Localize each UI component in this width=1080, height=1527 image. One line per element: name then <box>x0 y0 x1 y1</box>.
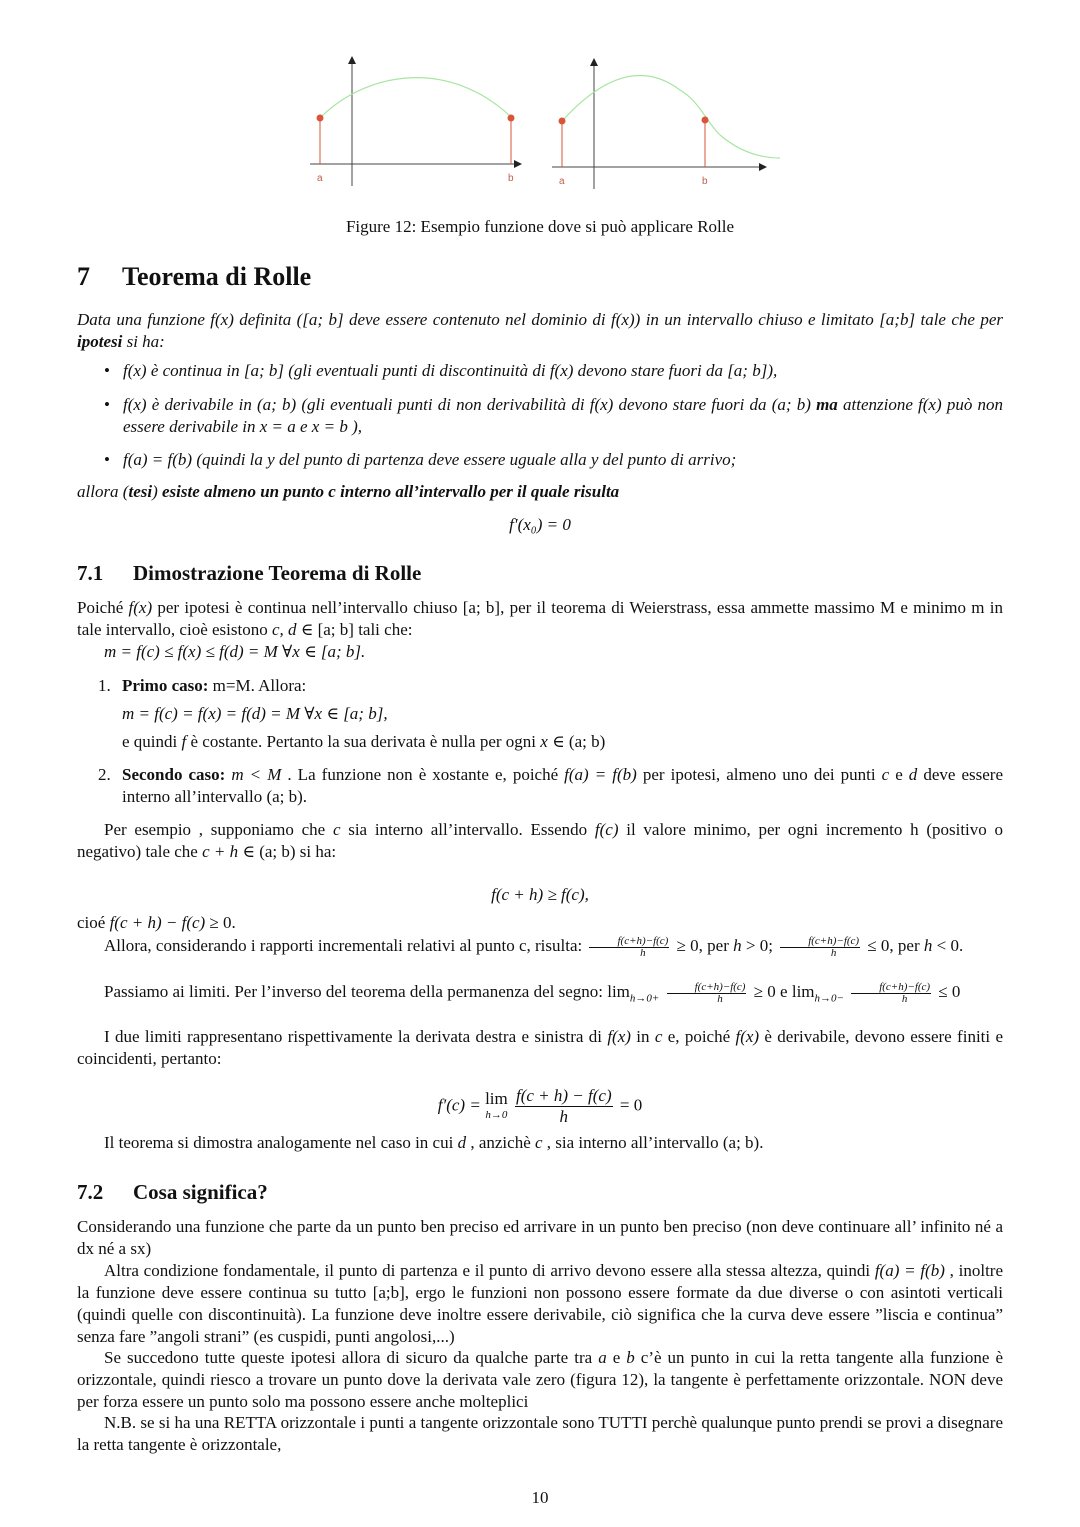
label-a: a <box>317 173 323 184</box>
text-run: per ipotesi è continua nell’intervallo chiuso [a; b], per il teorema di Weierstrass, essa ammette massimo M e minimo m in tale intervallo, cioè esistono <box>77 598 1003 639</box>
text-run: f(x) è continua in [a; b] (gli eventuali punti di discontinuità di f(x) devono stare fuori da [a; b]), <box>123 361 778 380</box>
text-run: c + h <box>202 842 239 861</box>
text-run: , sia interno all’intervallo (a; b). <box>542 1133 764 1152</box>
text-run: f(c) <box>594 820 619 839</box>
text-run: ≤ 0, per <box>863 936 924 955</box>
list-number: 2. <box>98 765 111 784</box>
text-run: d <box>908 765 918 784</box>
subsection-title: Cosa significa? <box>133 1180 268 1204</box>
eq-lhs: f′(c) = <box>437 1095 486 1115</box>
bullet-text <box>123 450 1003 470</box>
text-run: > 0; <box>741 936 778 955</box>
text-run: e <box>889 765 909 784</box>
text-run: f(x) <box>735 1027 760 1046</box>
paragraph <box>77 1216 1003 1260</box>
text-run: f(c + h) − f(c) <box>109 913 206 932</box>
section-title: Teorema di Rolle <box>122 262 312 291</box>
text-run: Passiamo ai limiti. Per l’inverso del teorema della permanenza del segno: lim <box>104 982 630 1001</box>
figure-caption: Figure 12: Esempio funzione dove si può applicare Rolle <box>345 217 735 236</box>
intro-paragraph <box>77 309 1003 353</box>
text-run: f(x) <box>611 310 635 329</box>
text-run: h <box>733 936 742 955</box>
text-run: , inoltre la funzione deve essere continua su tutto [a;b], ergo le funzioni non possono essere formate da due diverse o con asintoti verticali (quindi quelle con discontinuità). La funzione deve inoltre essere derivabile, ciò significa che la curva deve essere ”liscia e continua” senza fare ”angoli strani” (es cuspidi, punti angolosi,...) <box>77 1261 1004 1346</box>
subsection-heading <box>77 1180 268 1205</box>
thesis-paragraph <box>77 481 1003 503</box>
text-run: il valore minimo, per ogni incremento h (positivo o negativo) tale che <box>77 820 1004 861</box>
bullet-item <box>104 450 1003 470</box>
rolle-example-figure <box>300 40 800 200</box>
text-run: e <box>606 1348 627 1367</box>
text-run: f <box>181 732 187 751</box>
text-run: f(a) = f(b) <box>874 1261 945 1280</box>
case-text <box>122 765 1003 806</box>
paragraph <box>77 912 1003 934</box>
paragraph <box>122 731 1003 753</box>
text-run: si ha: <box>122 332 165 351</box>
text-run: ∈ (a; b) <box>547 732 606 751</box>
text-run: x <box>540 732 548 751</box>
case-2 <box>98 764 1003 808</box>
text-run: c <box>534 1133 543 1152</box>
text-run: ≥ 0. <box>205 913 236 932</box>
text-run: f(x) <box>607 1027 631 1046</box>
denominator: h <box>559 1107 569 1126</box>
fraction: $\frac{f(c+h)-f(c)}{h}$ <box>851 982 931 1005</box>
text-run: per ipotesi, almeno uno dei punti <box>636 765 882 784</box>
text-run: definita ([a; b] deve essere contenuto nel dominio di <box>233 310 612 329</box>
text-run: f(x) <box>210 310 234 329</box>
text-run: è derivabile, devono essere finiti e coincidenti, pertanto: <box>77 1027 1003 1068</box>
text-run: m = f(c) = f(x) = f(d) = M ∀x ∈ [a; b], <box>122 704 388 723</box>
thesis-equation: f′(x₀) = 0 <box>509 515 571 534</box>
limit-equation <box>77 1086 1003 1127</box>
right-graph <box>552 60 780 189</box>
text-run: f(a) = f(b) (quindi la y del punto di partenza deve essere uguale alla y del punto di arrivo; <box>123 450 737 469</box>
case-1 <box>98 675 1003 697</box>
bullet-item <box>104 394 1003 438</box>
fraction: $\frac{f(c+h)-f(c)}{h}$ <box>589 936 669 959</box>
equation <box>104 641 1030 663</box>
paragraph <box>77 981 1067 1009</box>
page-number: 10 <box>531 1488 549 1507</box>
text-run: ∈ [a; b] tali che: <box>296 620 413 639</box>
section-number: 7 <box>77 262 90 291</box>
text-run <box>844 982 848 1001</box>
subscript: h→0+ <box>629 992 660 1005</box>
text-run: Poiché <box>77 598 129 617</box>
bullet-text <box>123 394 1003 438</box>
text-run: e quindi <box>122 732 182 751</box>
text-run: a <box>598 1348 607 1367</box>
paragraph <box>77 597 1003 641</box>
text-run: c, d <box>271 620 297 639</box>
text-run: c’è un punto in cui la retta tangente alla funzione è orizzontale, quindi riesco a trovare un punto dove la derivata vale zero (figura 12), la tangente è perfettamente orizzontale. NON deve per forza essere un punto solo ma possono essere anche molteplici <box>77 1348 1003 1411</box>
text-run: ) <box>152 482 163 501</box>
text-run: m = f(c) ≤ f(x) ≤ f(d) = M ∀x ∈ [a; b]. <box>104 642 366 661</box>
text-run: ≥ 0 e lim <box>749 982 815 1001</box>
subscript: h→0− <box>814 992 844 1005</box>
label-b: b <box>702 176 708 187</box>
fraction: $\frac{f(c+h)-f(c)}{h}$ <box>667 982 747 1005</box>
text-run: m=M. Allora: <box>208 676 307 695</box>
point-a <box>559 118 566 125</box>
text-run: I due limiti rappresentano rispettivamente la derivata destra e sinistra di <box>104 1027 608 1046</box>
point-b <box>508 115 515 122</box>
text-run <box>659 982 663 1001</box>
lim: lim <box>485 1088 508 1108</box>
numerator: f(c + h) − f(c) <box>515 1086 612 1105</box>
text-run: < 0. <box>932 936 964 955</box>
text-run: f(x) è derivabile in (a; b) (gli eventuali punti di non derivabilità di f(x) devono stare fuori da (a; b) <box>123 395 817 414</box>
text-run: , anzichè <box>466 1133 535 1152</box>
text-run: tesi <box>128 482 153 501</box>
text-run: cioé <box>77 913 110 932</box>
text-run: f(x) <box>128 598 153 617</box>
equation <box>122 703 1048 725</box>
lim-sub: h→0 <box>485 1108 508 1121</box>
subsection-heading <box>77 561 421 586</box>
equation: f(c + h) ≥ f(c), <box>491 885 589 904</box>
text-run: Primo caso: <box>122 676 209 695</box>
label-b: b <box>508 173 514 184</box>
list-number: 1. <box>98 676 111 695</box>
text-run: c <box>654 1027 663 1046</box>
text-run: esiste almeno un punto c interno all’intervallo per il quale risulta <box>162 482 620 501</box>
text-run: m < M <box>225 765 282 784</box>
text-run: Se succedono tutte queste ipotesi allora di sicuro da qualche parte tra <box>104 1348 599 1367</box>
paragraph <box>77 1260 1003 1348</box>
paragraph <box>77 1412 1003 1456</box>
paragraph <box>77 1347 1003 1413</box>
text-run: attenzione f(x) può non essere derivabile in x = a e x = b ), <box>123 395 1003 436</box>
text-run: d <box>457 1133 467 1152</box>
text-run: Secondo caso: <box>122 765 226 784</box>
text-run: e, poiché <box>662 1027 736 1046</box>
bullet-item <box>104 361 1003 381</box>
fraction: $\frac{f(c+h)-f(c)}{h}$ <box>780 936 860 959</box>
text-run: deve essere interno all’intervallo (a; b). <box>122 765 1003 806</box>
text-run: è costante. Pertanto la sua derivata è nulla per ogni <box>186 732 541 751</box>
text-run: ∈ (a; b) si ha: <box>238 842 337 861</box>
subsection-number: 7.2 <box>77 1180 104 1204</box>
text-run: sia interno all’intervallo. Essendo <box>340 820 595 839</box>
text-run: Il teorema si dimostra analogamente nel caso in cui <box>104 1133 458 1152</box>
case-text <box>122 676 306 695</box>
paragraph <box>77 1132 1003 1154</box>
eq-rhs: = 0 <box>615 1095 643 1115</box>
paragraph <box>77 1026 1003 1070</box>
text-run: Allora, considerando i rapporti incrementali relativi al punto c, risulta: <box>104 936 587 955</box>
subsection-number: 7.1 <box>77 561 104 585</box>
text-run: ipotesi <box>77 332 123 351</box>
point-a <box>317 115 324 122</box>
text-run: f(a) = f(b) <box>564 765 637 784</box>
text-run: b <box>626 1348 635 1367</box>
text-run: c <box>332 820 341 839</box>
text-run: . La funzione non è xostante e, poiché <box>281 765 565 784</box>
left-graph <box>310 58 520 186</box>
text-run: ) in un intervallo chiuso e limitato [a;b] tale che per <box>634 310 1004 329</box>
text-run: ≥ 0, per <box>672 936 734 955</box>
bullet-text <box>123 361 1003 381</box>
paragraph <box>77 935 1003 959</box>
text-run: h <box>923 936 933 955</box>
text-run: ma <box>816 395 838 414</box>
text-run: Data una funzione <box>77 310 211 329</box>
text-run: N.B. se si ha una RETTA orizzontale i punti a tangente orizzontale sono TUTTI perchè qualunque punto prendi se provi a disegnare la retta tangente è orizzontale, <box>77 1413 1003 1454</box>
text-run: Altra condizione fondamentale, il punto di partenza e il punto di arrivo devono essere alla stessa altezza, quindi <box>104 1261 875 1280</box>
label-a: a <box>559 176 565 187</box>
text-run: c <box>881 765 890 784</box>
text-run: allora ( <box>77 482 129 501</box>
text-run: Considerando una funzione che parte da un punto ben preciso ed arrivare in un punto ben preciso (non deve continuare all’ infinito né a dx né a sx) <box>77 1217 1003 1258</box>
section-heading <box>77 262 311 292</box>
paragraph <box>77 819 1003 863</box>
point-b <box>702 117 709 124</box>
text-run: ≤ 0 <box>934 982 961 1001</box>
text-run: Per esempio , supponiamo che <box>104 820 333 839</box>
subsection-title: Dimostrazione Teorema di Rolle <box>133 561 422 585</box>
text-run: in <box>630 1027 655 1046</box>
